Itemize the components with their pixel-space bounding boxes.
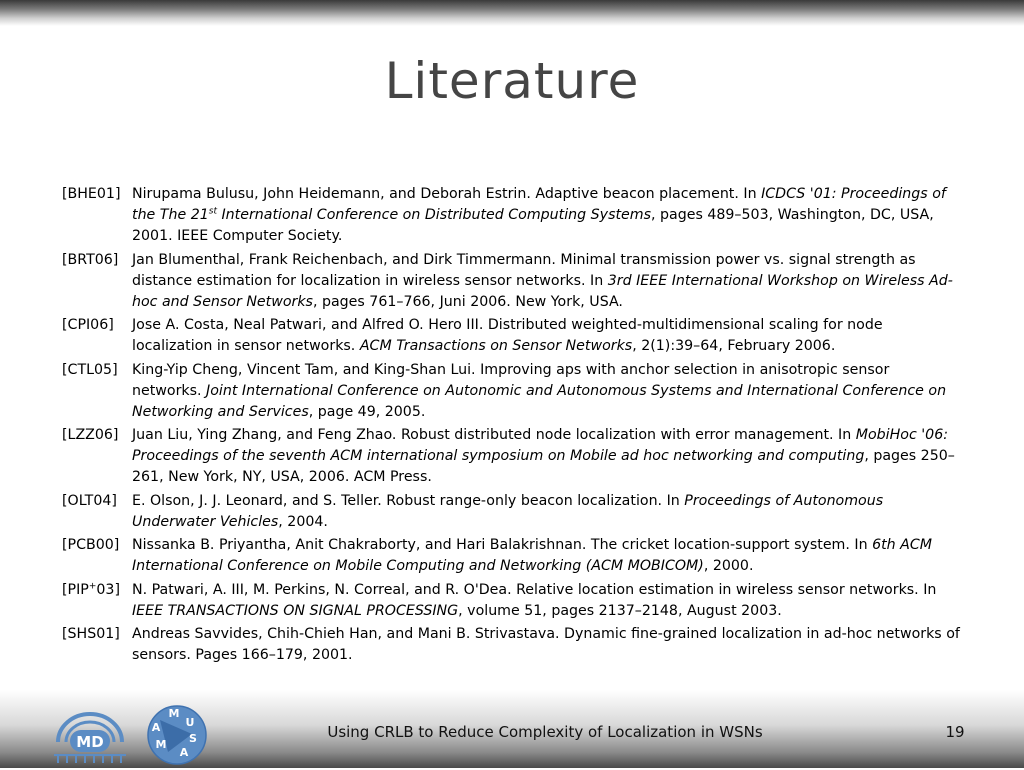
reference-key: [BRT06] — [62, 251, 119, 268]
reference-segment: Nirupama Bulusu, John Heidemann, and Deborah Estrin. Adaptive beacon placement. In — [132, 186, 762, 202]
musama-logo-icon — [146, 704, 208, 766]
page-number: 19 — [945, 723, 965, 741]
reference-text — [132, 360, 962, 423]
reference-key: [OLT04] — [62, 492, 117, 509]
reference-segment: E. Olson, J. J. Leonard, and S. Teller. Robust range-only beacon localization. In — [132, 492, 685, 509]
reference-item — [62, 184, 962, 247]
reference-segment: Jose A. Costa, Neal Patwari, and Alfred O. Hero III. Distributed weighted-multidimensional scaling for node localization in sensor networks. — [132, 317, 883, 354]
musama-logo-letter: A — [179, 746, 189, 759]
reference-item — [62, 491, 962, 533]
reference-key: [BHE01] — [62, 186, 121, 202]
reference-segment: , pages 250–261, New York, NY, USA, 2006. ACM Press. — [132, 448, 955, 485]
reference-key: [CPI06] — [62, 317, 114, 333]
reference-segment: Andreas Savvides, Chih-Chieh Han, and Mani B. Strivastava. Dynamic fine-grained localization in ad-hoc networks of sensors. Pages 166–179, 2001. — [132, 626, 960, 663]
musama-logo-letter: M — [168, 707, 180, 720]
page-title: Literature — [384, 52, 640, 110]
reference-key: [LZZ06] — [62, 427, 119, 443]
reference-text — [132, 425, 962, 488]
reference-key: [CTL05] — [62, 361, 118, 378]
reference-segment: , 2(1):39–64, February 2006. — [632, 338, 836, 354]
reference-segment: , 2004. — [278, 513, 328, 530]
reference-segment: Nissanka B. Priyantha, Anit Chakraborty, and Hari Balakrishnan. The cricket location-support system. In — [132, 537, 873, 553]
reference-text — [132, 535, 962, 577]
top-gradient-band — [0, 0, 1024, 26]
reference-item — [62, 425, 962, 488]
reference-list — [62, 184, 962, 669]
reference-key: [SHS01] — [62, 626, 120, 642]
musama-logo-letter: U — [185, 716, 195, 729]
reference-segment: King-Yip Cheng, Vincent Tam, and King-Shan Lui. Improving aps with anchor selection in anisotropic sensor networks. — [132, 361, 890, 399]
reference-key: [PCB00] — [62, 537, 120, 553]
reference-segment: , pages 761–766, Juni 2006. New York, USA. — [312, 293, 623, 310]
reference-italic-segment: st — [208, 206, 217, 217]
reference-italic-segment: International Conference on Distributed Computing Systems — [216, 207, 651, 223]
reference-item — [62, 360, 962, 423]
reference-segment: , 2000. — [703, 558, 754, 574]
reference-segment: , pages 489–503, Washington, DC, USA, 2001. IEEE Computer Society. — [132, 207, 934, 244]
reference-item — [62, 315, 962, 357]
reference-item — [62, 580, 962, 622]
reference-italic-segment: ACM Transactions on Sensor Networks — [359, 338, 633, 354]
reference-italic-segment: MobiHoc '06: Proceedings of the seventh ACM international symposium on Mobile ad hoc networking and computing — [132, 427, 948, 464]
reference-text — [132, 184, 962, 247]
md-logo-icon — [50, 708, 130, 766]
reference-text — [132, 624, 962, 666]
reference-segment: N. Patwari, A. III, M. Perkins, N. Correal, and R. O'Dea. Relative location estimation in wireless sensor networks. In — [132, 581, 937, 598]
reference-segment: , volume 51, pages 2137–2148, August 2003. — [458, 602, 782, 619]
reference-text — [132, 580, 962, 622]
reference-text — [132, 250, 962, 313]
reference-item — [62, 535, 962, 577]
reference-italic-segment: 3rd IEEE International Workshop on Wireless Ad-hoc and Sensor Networks — [132, 272, 953, 310]
reference-item — [62, 624, 962, 666]
reference-text — [132, 491, 962, 533]
reference-key: [PIP+03] — [62, 580, 120, 598]
reference-text — [132, 315, 962, 357]
reference-item — [62, 250, 962, 313]
reference-italic-segment: 6th ACM International Conference on Mobile Computing and Networking (ACM MOBICOM) — [132, 537, 933, 574]
reference-italic-segment: Proceedings of Autonomous Underwater Vehicles — [132, 492, 884, 530]
reference-italic-segment: IEEE TRANSACTIONS ON SIGNAL PROCESSING — [132, 602, 459, 619]
reference-italic-segment: Joint International Conference on Autonomic and Autonomous Systems and International Conference on Networking and Services — [132, 382, 947, 420]
musama-logo-letter: A — [151, 721, 161, 734]
reference-segment: Juan Liu, Ying Zhang, and Feng Zhao. Robust distributed node localization with error management. In — [132, 427, 856, 443]
footer-title: Using CRLB to Reduce Complexity of Localization in WSNs — [327, 723, 763, 741]
reference-segment: Jan Blumenthal, Frank Reichenbach, and Dirk Timmermann. Minimal transmission power vs. signal strength as distance estimation for localization in wireless sensor networks. In — [132, 251, 916, 289]
reference-italic-segment: ICDCS '01: Proceedings of the The 21 — [132, 186, 946, 223]
musama-logo-letter: S — [189, 732, 197, 745]
musama-logo-letter: M — [155, 738, 167, 751]
svg-text:MD: MD — [76, 733, 104, 751]
reference-segment: , page 49, 2005. — [308, 403, 426, 420]
